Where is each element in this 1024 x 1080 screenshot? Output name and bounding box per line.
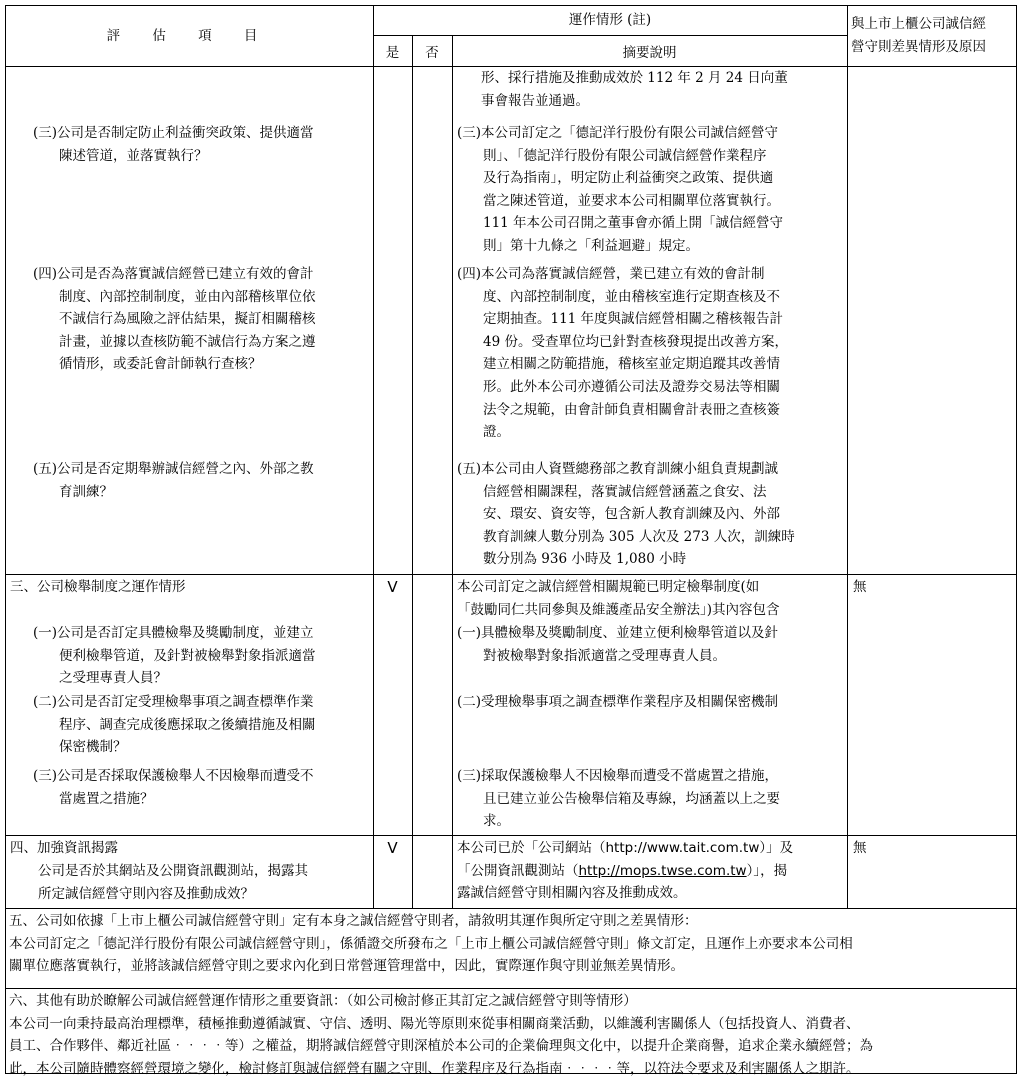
grid-line [847, 5, 848, 908]
footer-section-5: 五、公司如依據「上市上櫃公司誠信經營守則」定有本身之誠信經營守則者，請敘明其運作與所定守則之差異情形： 本公司訂定之「德記洋行股份有限公司誠信經營守則」，係循證交所發布之「上市上櫃公司誠信經營守則」條文訂定，且運作上亦要求本公司相 關單位應落實執行，並將該誠信經營守則之要求內化到日常營運管理當中，因此，實際運作與守則並無差異情形。 [9, 910, 1013, 978]
grid-line [5, 908, 1017, 909]
section-3-title: 三、公司檢舉制度之運作情形 [10, 579, 186, 595]
section-3-yes-mark: V [387, 578, 398, 596]
question-4-2: (二)公司是否訂定受理檢舉事項之調查標準作業 程序、調查完成後應採取之後續措施及相關 保密機制？ [33, 694, 316, 756]
footer-5-title: 五、公司如依據「上市上櫃公司誠信經營守則」定有本身之誠信經營守則者，請敘明其運作與所定守則之差異情形： [9, 913, 698, 929]
grid-line [412, 35, 413, 908]
header-status: 運作情形 (註) [568, 12, 652, 28]
integrity-management-table [5, 5, 1017, 1077]
answer-4-3: (三)採取保護檢舉人不因檢舉而遭受不當處置之措施， 且已建立並公告檢舉信箱及專線，均涵蓋以上之要 求。 [457, 768, 780, 830]
section-4-answer: 本公司已於「公司網站（http://www.tait.com.tw）」及 「公開資訊觀測站（http://mops.twse.com.tw）」，揭 露誠信經營守則相關內容及推動成效。 [457, 840, 794, 902]
question-4-3: (三)公司是否採取保護檢舉人不因檢舉而遭受不 當處置之措施？ [33, 768, 314, 807]
header-difference: 與上市上櫃公司誠信經 營守則差異情形及原因 [851, 16, 986, 55]
grid-line [5, 988, 1017, 989]
grid-line [373, 35, 847, 36]
question-4-1: (一)公司是否訂定具體檢舉及獎勵制度，並建立 便利檢舉管道，及針對被檢舉對象指派適當 之受理專責人員？ [33, 625, 316, 687]
question-3-4: (四)公司是否為落實誠信經營已建立有效的會計 制度、內部控制制度，並由內部稽核單位依 不誠信行為風險之評估結果，擬訂相關稽核 計畫，並據以查核防範不誠信行為方案之遵 循情形，或委託會計師執行查核？ [33, 266, 316, 373]
grid-line [5, 835, 1017, 836]
section-4-difference: 無 [853, 840, 867, 856]
section-3-intro: 本公司訂定之誠信經營相關規範已明定檢舉制度(如 「鼓勵同仁共同參與及維護產品安全辦法」)其內容包含 [457, 579, 780, 618]
header-item: 評 估 項 目 [106, 28, 272, 44]
website-url[interactable]: http://www.tait.com.tw [605, 840, 760, 856]
section-4-question: 公司是否於其網站及公開資訊觀測站，揭露其 所定誠信經營守則內容及推動成效？ [38, 863, 308, 902]
continued-text: 形、採行措施及推動成效於 112 年 2 月 24 日向董 事會報告並通過。 [481, 70, 788, 109]
grid-line [373, 5, 374, 908]
grid-line [452, 35, 453, 908]
question-3-3: (三)公司是否制定防止利益衝突政策、提供適當 陳述管道，並落實執行？ [33, 125, 314, 164]
header-summary: 摘要說明 [622, 45, 677, 61]
section-3-difference: 無 [853, 579, 867, 595]
section-4-title: 四、加強資訊揭露 [10, 840, 118, 856]
grid-line [5, 5, 1017, 6]
grid-line [1016, 5, 1017, 1073]
mops-url-link[interactable]: http://mops.twse.com.tw [578, 862, 747, 879]
answer-3-3: (三)本公司訂定之「德記洋行股份有限公司誠信經營守 則」、「德記洋行股份有限公司誠信經營作業程序 及行為指南」，明定防止利益衝突之政策、提供適 當之陳述管道，並要求本公司相關單位落實執行。 111 年本公司召開之董事會亦循上開「誠信經營守 則」第十九條之「利益迴避」規定。 [457, 125, 784, 254]
footer-section-6: 六、其他有助於瞭解公司誠信經營運作情形之重要資訊：（如公司檢討修正其訂定之誠信經營守則等情形） 本公司一向秉持最高治理標準，積極推動遵循誠實、守信、透明、陽光等原則來從事相關商業活動，以維護利害關係人（包括投資人、消費者、 員工、合作夥伴、鄰近社區‧‧‧‧等）之權益，期將誠信經營守則深植於本公司的企業倫理與文化中，以提升企業商譽，追求企業永續經營；為 此，本公司隨時體察經營環境之變化，檢討修訂與誠信經營有關之守則、作業程序及行為指南‧‧‧‧等，以符法令要求及利害關係人之期許。 [9, 990, 1013, 1080]
grid-line [5, 5, 6, 1073]
header-no: 否 [425, 45, 439, 61]
answer-4-1: (一)具體檢舉及獎勵制度、並建立便利檢舉管道以及針 對被檢舉對象指派適當之受理專責人員。 [457, 625, 779, 664]
header-yes: 是 [385, 45, 400, 61]
answer-4-2: (二)受理檢舉事項之調查標準作業程序及相關保密機制 [457, 694, 779, 710]
answer-3-4: (四)本公司為落實誠信經營，業已建立有效的會計制 度、內部控制制度，並由稽核室進行定期查核及不 定期抽查。111 年度與誠信經營相關之稽核報告計 49 份。受查單位均已針對查核發現提出改善方案， 建立相關之防範措施，稽核室並定期追蹤其改善情 形。此外本公司亦遵循公司法及證券交易法等相關 法令之規範，由會計師負責相關會計表冊之查核簽 證。 [457, 266, 788, 441]
question-3-5: (五)公司是否定期舉辦誠信經營之內、外部之教 育訓練？ [33, 461, 314, 500]
section-4-yes-mark: V [387, 839, 398, 857]
grid-line [5, 574, 1017, 575]
answer-3-5: (五)本公司由人資暨總務部之教育訓練小組負責規劃誠 信經營相關課程，落實誠信經營涵蓋之食安、法 安、環安、資安等，包含新人教育訓練及內、外部 教育訓練人數分別為 305 人次及 273 人次，訓練時 數分別為 936 小時及 1,080 小時 [457, 461, 795, 568]
footer-6-title: 六、其他有助於瞭解公司誠信經營運作情形之重要資訊：（如公司檢討修正其訂定之誠信經營守則等情形） [9, 993, 637, 1009]
